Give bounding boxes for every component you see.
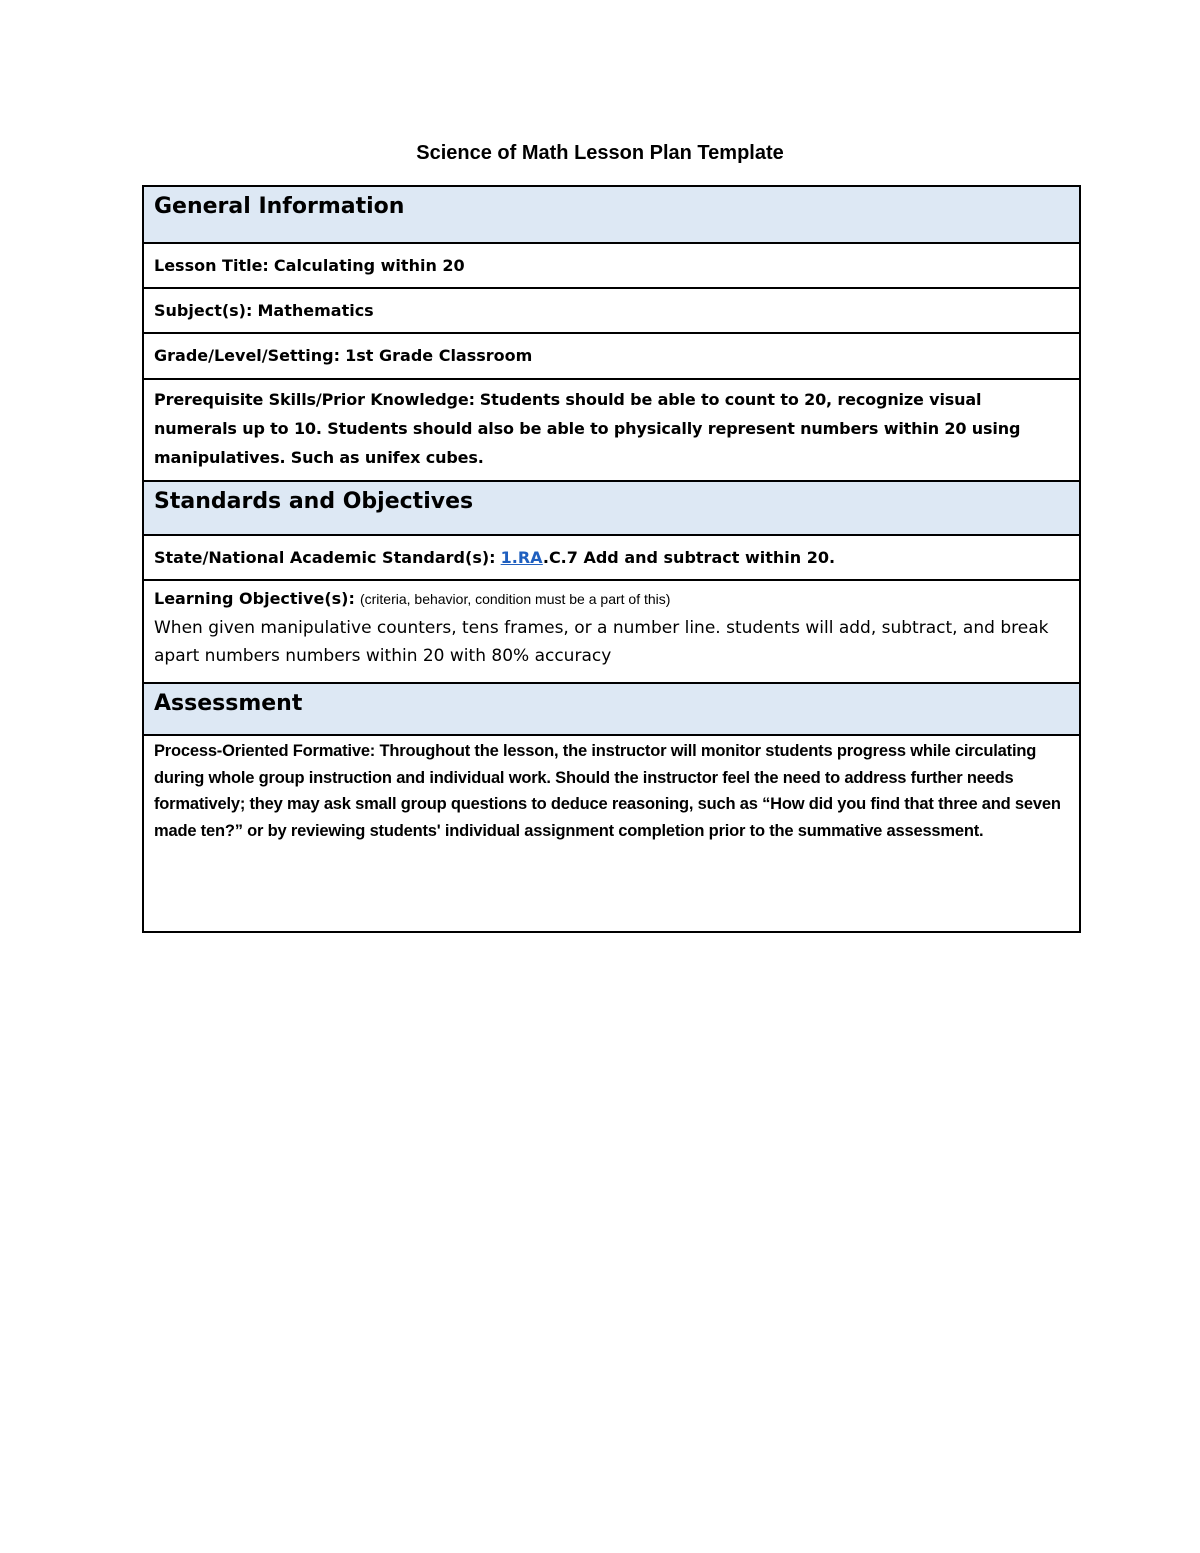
- section-header-general: [144, 187, 1079, 244]
- objective-value: When given manipulative counters, tens frames, or a number line. students will add, subtract, and break apart numbers numbers within 20 with 80% accuracy: [154, 618, 1049, 666]
- section-heading: Assessment: [154, 691, 303, 716]
- standard-link[interactable]: 1.RA: [500, 548, 543, 567]
- learning-objective-row: [144, 581, 1079, 684]
- prerequisite-row: [144, 380, 1079, 482]
- subjects-value: Mathematics: [257, 301, 374, 320]
- page-title: Science of Math Lesson Plan Template: [416, 142, 784, 164]
- standard-row: [144, 536, 1079, 581]
- section-heading: General Information: [154, 194, 405, 219]
- standard-value: .C.7 Add and subtract within 20.: [542, 548, 836, 567]
- subjects-row: [144, 289, 1079, 334]
- subjects-label: Subject(s):: [154, 301, 253, 320]
- formative-label: Process-Oriented Formative:: [154, 742, 376, 760]
- lesson-title-row: [144, 244, 1079, 289]
- standard-label: State/National Academic Standard(s):: [154, 548, 496, 567]
- lesson-title-value: Calculating within 20: [273, 256, 465, 275]
- objective-note: (criteria, behavior, condition must be a part of this): [359, 591, 671, 607]
- prerequisite-value: Students should be able to count to 20, recognize visual numerals up to 10. Students should also be able to physically represent numbers within 20 using manipulatives. Such as unifex cubes.: [154, 390, 1021, 467]
- formative-assessment-row: [144, 736, 1079, 931]
- objective-label: Learning Objective(s):: [154, 589, 355, 608]
- section-header-assessment: [144, 684, 1079, 736]
- lesson-title-label: Lesson Title:: [154, 256, 269, 275]
- section-header-standards: [144, 482, 1079, 536]
- lesson-plan-table: [142, 185, 1081, 933]
- prerequisite-label: Prerequisite Skills/Prior Knowledge:: [154, 390, 475, 409]
- formative-value: Throughout the lesson, the instructor will monitor students progress while circulating during whole group instruction and individual work. Should the instructor feel the need to address further needs formatively; they may ask small group questions to deduce reasoning, such as “How did you find that three and seven made ten?” or by reviewing students' individual assignment completion prior to the summative assessment.: [154, 742, 1061, 840]
- grade-label: Grade/Level/Setting:: [154, 346, 341, 365]
- section-heading: Standards and Objectives: [154, 489, 474, 514]
- grade-row: [144, 334, 1079, 380]
- grade-value: 1st Grade Classroom: [345, 346, 533, 365]
